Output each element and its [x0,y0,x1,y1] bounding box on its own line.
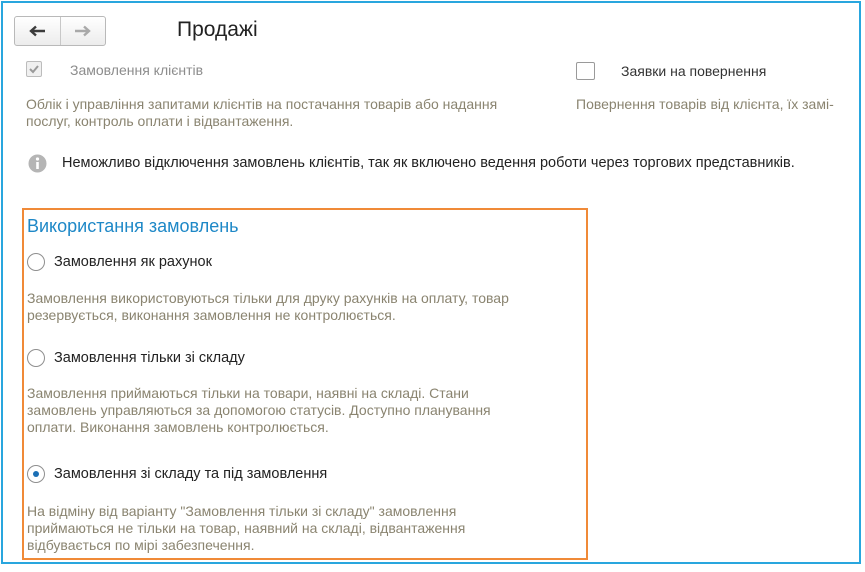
order-stock-and-backorder-radio[interactable] [27,465,45,483]
order-stock-and-backorder-label: Замовлення зі складу та під замовлення [54,466,328,482]
page-title: Продажі [177,18,258,41]
info-message: Неможливо відключення замовлень клієнтів, так як включено ведення роботи через торгових представників. [62,155,795,171]
back-button[interactable] [15,17,60,45]
order-as-invoice-radio[interactable] [27,253,45,271]
order-stock-and-backorder-description: На відміну від варіанту "Замовлення тільки зі складу" замовлення приймаються не тільки на товар, наявний на складі, відвантаження відбувається по мірі забезпечення. [27,503,466,553]
checkmark-icon [27,62,41,76]
order-from-stock-label: Замовлення тільки зі складу [54,350,245,366]
forward-button[interactable] [60,17,106,45]
arrow-right-icon [74,25,92,37]
order-usage-group [22,208,588,560]
return-requests-checkbox[interactable] [576,62,595,80]
client-orders-label: Замовлення клієнтів [70,62,204,78]
order-usage-title: Використання замовлень [27,216,239,236]
return-requests-label: Заявки на повернення [621,63,767,79]
order-from-stock-option[interactable] [27,349,245,367]
settings-window [1,1,861,564]
order-as-invoice-description: Замовлення використовуються тільки для друку рахунків на оплату, товар резервується, виконання замовлення не контролюється. [27,290,509,323]
info-icon [28,154,47,173]
order-from-stock-description: Замовлення приймаються тільки на товари, наявні на складі. Стани замовлень управляються за допомогою статусів. Доступно планування оплати. Виконання замовлень контролюється. [27,385,491,435]
order-stock-and-backorder-option[interactable] [27,465,327,483]
navigation-buttons [14,16,106,46]
order-from-stock-radio[interactable] [27,349,45,367]
client-orders-checkbox[interactable] [26,61,42,77]
order-as-invoice-label: Замовлення як рахунок [54,254,212,270]
arrow-left-icon [28,25,46,37]
return-requests-description: Повернення товарів від клієнта, їх замі- [576,96,834,112]
order-as-invoice-option[interactable] [27,253,212,271]
client-orders-description: Облік і управління запитами клієнтів на постачання товарів або надання послуг, контроль оплати і відвантаження. [26,96,498,129]
